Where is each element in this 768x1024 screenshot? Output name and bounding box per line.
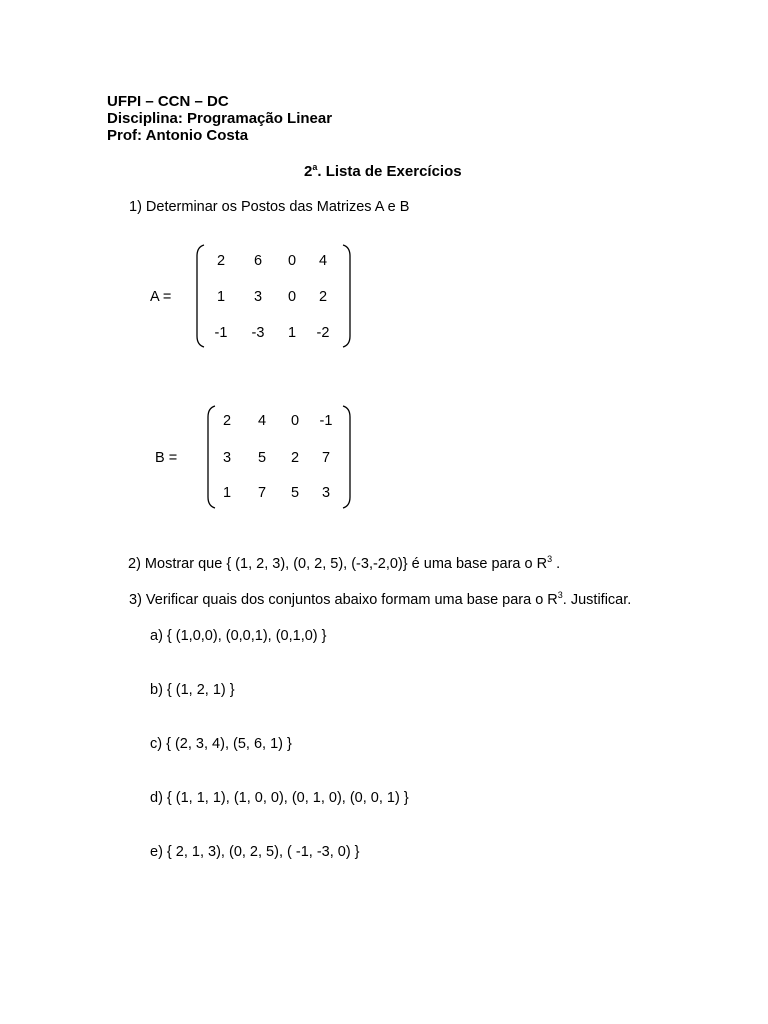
matrix-a-cell-r2-c3: 0 bbox=[287, 289, 297, 305]
matrix-a-cell-r3-c4: -2 bbox=[316, 325, 330, 341]
option-e: e) { 2, 1, 3), (0, 2, 5), ( -1, -3, 0) } bbox=[150, 844, 360, 860]
matrix-a-right-bracket bbox=[340, 244, 352, 348]
title-prefix: 2 bbox=[304, 163, 313, 180]
question-3-superscript: 3 bbox=[557, 590, 563, 601]
question-2-superscript: 3 bbox=[547, 554, 553, 565]
document-title bbox=[304, 163, 462, 180]
option-b: b) { (1, 2, 1) } bbox=[150, 682, 235, 698]
matrix-a-cell-r2-c2: 3 bbox=[253, 289, 263, 305]
matrix-a-cell-r2-c1: 1 bbox=[216, 289, 226, 305]
question-3-tail: . Justificar. bbox=[562, 592, 632, 608]
header-professor: Prof: Antonio Costa bbox=[107, 127, 249, 144]
option-a: a) { (1,0,0), (0,0,1), (0,1,0) } bbox=[150, 628, 327, 644]
matrix-b-cell-r1-c3: 0 bbox=[290, 413, 300, 429]
matrix-b-cell-r2-c4: 7 bbox=[321, 450, 331, 466]
matrix-b-cell-r1-c1: 2 bbox=[222, 413, 232, 429]
matrix-a-cell-r2-c4: 2 bbox=[318, 289, 328, 305]
matrix-a-cell-r1-c3: 0 bbox=[287, 253, 297, 269]
matrix-a-cell-r1-c2: 6 bbox=[253, 253, 263, 269]
matrix-b-cell-r1-c4: -1 bbox=[319, 413, 333, 429]
matrix-b-cell-r2-c3: 2 bbox=[290, 450, 300, 466]
matrix-a-cell-r3-c2: -3 bbox=[251, 325, 265, 341]
matrix-a-label: A = bbox=[150, 289, 172, 305]
matrix-b-cell-r3-c4: 3 bbox=[321, 485, 331, 501]
matrix-a-cell-r1-c4: 4 bbox=[318, 253, 328, 269]
question-1-text: 1) Determinar os Postos das Matrizes A e B bbox=[129, 199, 410, 215]
matrix-b-cell-r2-c2: 5 bbox=[257, 450, 267, 466]
question-2-body: 2) Mostrar que { (1, 2, 3), (0, 2, 5), (-3,-2,0)} é uma base para o R bbox=[128, 556, 548, 572]
matrix-a-cell-r3-c3: 1 bbox=[287, 325, 297, 341]
matrix-b-cell-r3-c3: 5 bbox=[290, 485, 300, 501]
option-c: c) { (2, 3, 4), (5, 6, 1) } bbox=[150, 736, 292, 752]
matrix-b-cell-r3-c1: 1 bbox=[222, 485, 232, 501]
matrix-b-cell-r2-c1: 3 bbox=[222, 450, 232, 466]
option-d: d) { (1, 1, 1), (1, 0, 0), (0, 1, 0), (0, 0, 1) } bbox=[150, 790, 409, 806]
question-3-body: 3) Verificar quais dos conjuntos abaixo formam uma base para o R bbox=[129, 592, 558, 608]
matrix-b-label: B = bbox=[155, 450, 178, 466]
matrix-a-cell-r3-c1: -1 bbox=[214, 325, 228, 341]
question-2-text bbox=[128, 556, 560, 572]
question-2-tail: . bbox=[552, 556, 561, 572]
question-3-text bbox=[129, 592, 631, 608]
header-discipline: Disciplina: Programação Linear bbox=[107, 110, 333, 127]
matrix-b-cell-r1-c2: 4 bbox=[257, 413, 267, 429]
matrix-a-cell-r1-c1: 2 bbox=[216, 253, 226, 269]
title-superscript: a bbox=[312, 162, 318, 172]
header-institution: UFPI – CCN – DC bbox=[107, 93, 229, 110]
title-rest: . Lista de Exercícios bbox=[317, 163, 462, 180]
matrix-b-cell-r3-c2: 7 bbox=[257, 485, 267, 501]
